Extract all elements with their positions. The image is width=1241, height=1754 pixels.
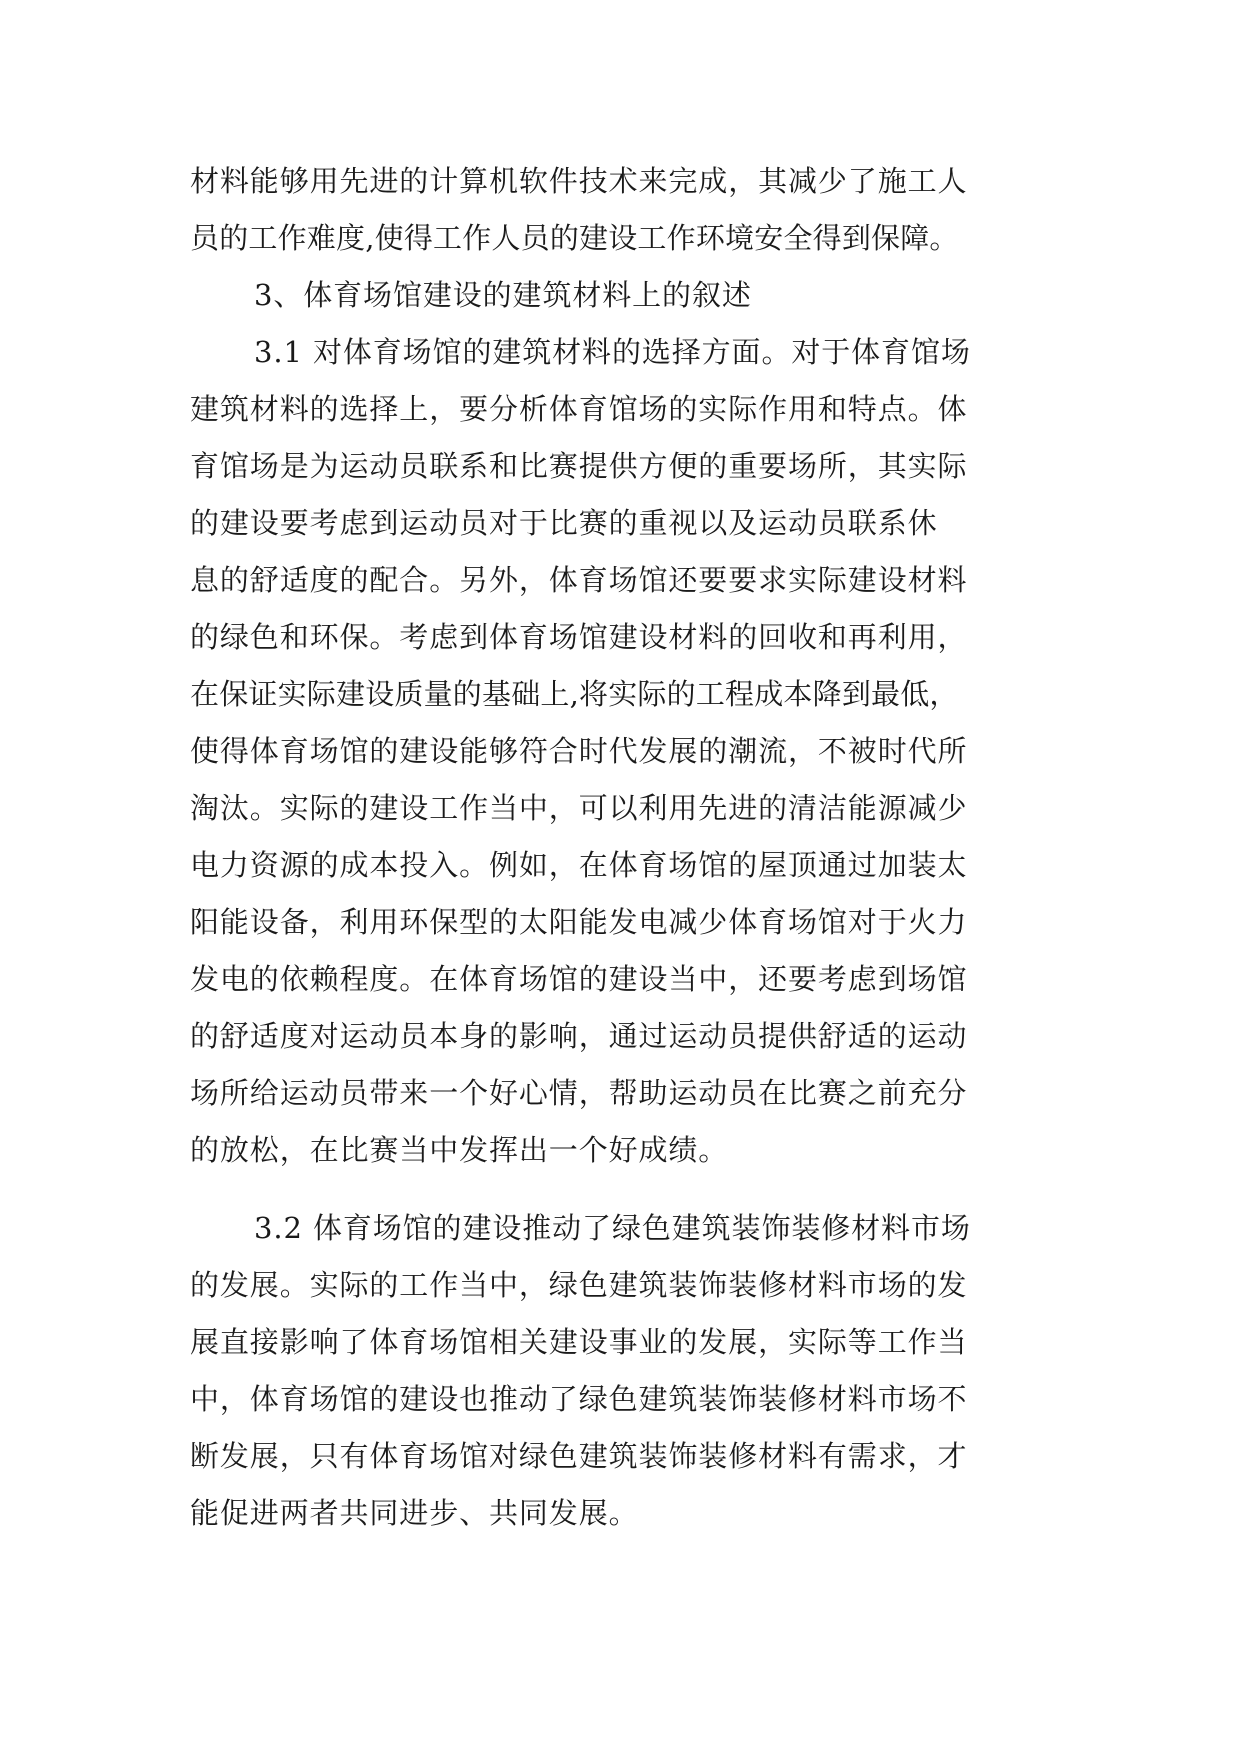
text-line: 使得体育场馆的建设能够符合时代发展的潮流，不被时代所 xyxy=(190,734,968,768)
subsection-heading: 3.1 对体育场馆的建筑材料的选择方面。对于体育馆场 xyxy=(254,335,971,369)
text-line: 淘汰。实际的建设工作当中，可以利用先进的清洁能源减少 xyxy=(190,791,968,825)
text-line: 发电的依赖程度。在体育场馆的建设当中，还要考虑到场馆 xyxy=(190,962,968,996)
text-line: 电力资源的成本投入。例如，在体育场馆的屋顶通过加装太 xyxy=(190,848,968,882)
text-line: 的绿色和环保。考虑到体育场馆建设材料的回收和再利用， xyxy=(190,620,968,654)
text-line: 息的舒适度的配合。另外，体育场馆还要要求实际建设材料 xyxy=(190,563,968,597)
text-line: 的放松，在比赛当中发挥出一个好成绩。 xyxy=(190,1133,729,1167)
text-line: 中，体育场馆的建设也推动了绿色建筑装饰装修材料市场不 xyxy=(190,1382,968,1416)
text-line: 场所给运动员带来一个好心情，帮助运动员在比赛之前充分 xyxy=(190,1076,968,1110)
section-heading: 3、体育场馆建设的建筑材料上的叙述 xyxy=(254,278,752,312)
text-line: 育馆场是为运动员联系和比赛提供方便的重要场所，其实际 xyxy=(190,449,968,483)
text-line: 的发展。实际的工作当中，绿色建筑装饰装修材料市场的发 xyxy=(190,1268,968,1302)
text-line: 断发展，只有体育场馆对绿色建筑装饰装修材料有需求，才 xyxy=(190,1439,968,1473)
subsection-heading: 3.2 体育场馆的建设推动了绿色建筑装饰装修材料市场 xyxy=(254,1211,971,1245)
text-line: 展直接影响了体育场馆相关建设事业的发展，实际等工作当 xyxy=(190,1325,968,1359)
text-line: 的建设要考虑到运动员对于比赛的重视以及运动员联系休 xyxy=(190,506,938,540)
text-line: 建筑材料的选择上，要分析体育馆场的实际作用和特点。体 xyxy=(190,392,968,426)
text-line: 的舒适度对运动员本身的影响，通过运动员提供舒适的运动 xyxy=(190,1019,968,1053)
text-line: 阳能设备，利用环保型的太阳能发电减少体育场馆对于火力 xyxy=(190,905,968,939)
text-line: 员的工作难度,使得工作人员的建设工作环境安全得到保障。 xyxy=(190,221,959,255)
text-line: 材料能够用先进的计算机软件技术来完成，其减少了施工人 xyxy=(190,164,968,198)
text-line: 在保证实际建设质量的基础上,将实际的工程成本降到最低， xyxy=(190,677,959,711)
text-line: 能促进两者共同进步、共同发展。 xyxy=(190,1496,639,1530)
